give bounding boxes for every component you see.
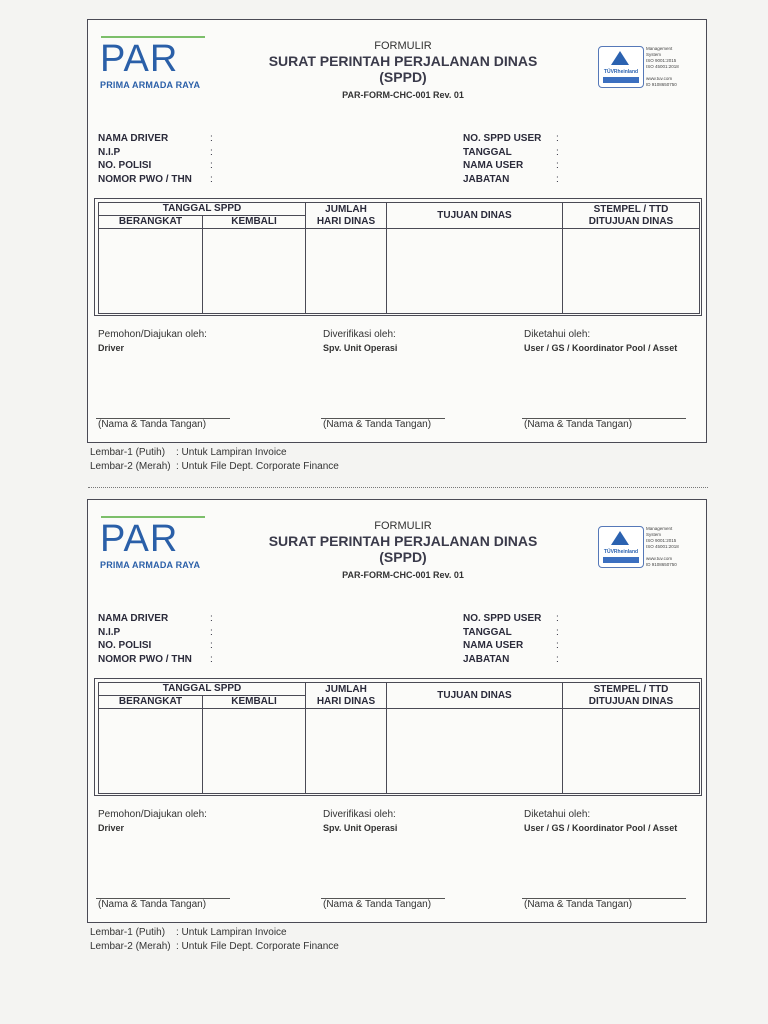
header-tujuan-dinas: TUJUAN DINAS xyxy=(386,682,563,709)
signature-label: Pemohon/Diajukan oleh: xyxy=(98,809,207,820)
tuv-triangle-icon xyxy=(611,531,629,545)
field-label: TANGGAL xyxy=(463,146,512,158)
header-hari-dinas: HARI DINAS xyxy=(316,216,376,227)
note-line xyxy=(90,926,339,940)
field-row[interactable] xyxy=(98,160,220,174)
note-label: Lembar-1 (Putih) xyxy=(90,447,166,458)
form-title-block xyxy=(238,40,568,100)
field-row[interactable] xyxy=(463,160,566,174)
note-line xyxy=(90,460,339,474)
field-row[interactable] xyxy=(98,613,220,627)
field-row[interactable] xyxy=(463,133,566,147)
field-row[interactable] xyxy=(98,133,220,147)
header-jumlah-hari xyxy=(305,682,387,709)
signature-name-label: (Nama & Tanda Tangan) xyxy=(323,419,432,430)
field-colon: : xyxy=(210,653,213,665)
header-jumlah: JUMLAH xyxy=(325,684,367,695)
field-row[interactable] xyxy=(463,147,566,161)
tuv-bar xyxy=(603,77,639,83)
field-label: NO. SPPD USER xyxy=(463,133,542,144)
field-label: NAMA DRIVER xyxy=(98,613,169,624)
form-title: SURAT PERINTAH PERJALANAN DINAS xyxy=(268,533,538,549)
signature-diketahui xyxy=(524,809,677,833)
signature-label: Pemohon/Diajukan oleh: xyxy=(98,329,207,340)
field-colon: : xyxy=(556,640,559,651)
header-jumlah: JUMLAH xyxy=(325,204,367,215)
header-kembali: KEMBALI xyxy=(202,695,306,709)
cert-line: ID 9108650750 xyxy=(646,562,677,567)
signature-pemohon xyxy=(98,809,207,833)
field-row[interactable] xyxy=(98,654,220,668)
header-kembali: KEMBALI xyxy=(202,215,306,229)
cell-kembali[interactable] xyxy=(202,228,306,314)
form-frame xyxy=(87,499,707,923)
sppd-table xyxy=(94,198,702,316)
cell-tujuan-dinas[interactable] xyxy=(386,708,563,794)
sppd-form-copy xyxy=(0,0,768,470)
cell-stempel[interactable] xyxy=(562,228,700,314)
field-label: NO. POLISI xyxy=(98,640,152,651)
note-label: Lembar-2 (Merah) xyxy=(90,461,171,472)
field-colon: : xyxy=(210,640,213,651)
cell-jumlah-hari[interactable] xyxy=(305,708,387,794)
signature-pemohon xyxy=(98,329,207,353)
note-value: : Untuk Lampiran Invoice xyxy=(176,927,287,938)
signature-label: Diverifikasi oleh: xyxy=(323,809,396,820)
field-colon: : xyxy=(210,626,213,638)
field-colon: : xyxy=(556,160,559,171)
field-row[interactable] xyxy=(463,627,566,641)
note-label: Lembar-1 (Putih) xyxy=(90,927,166,938)
field-row[interactable] xyxy=(98,627,220,641)
cert-line: ISO 9001:2015 xyxy=(646,538,677,543)
logo-text: PAR xyxy=(100,518,179,560)
cell-jumlah-hari[interactable] xyxy=(305,228,387,314)
cert-line: ISO 45001:2018 xyxy=(646,64,679,69)
note-value: : Untuk File Dept. Corporate Finance xyxy=(176,461,339,472)
header-tanggal-sppd: TANGGAL SPPD xyxy=(98,682,306,696)
tuv-certification-icon xyxy=(598,46,644,88)
note-line xyxy=(90,446,339,460)
field-label: NOMOR PWO / THN xyxy=(98,173,192,185)
cert-line: System xyxy=(646,532,662,537)
logo-subtitle: PRIMA ARMADA RAYA xyxy=(100,80,201,90)
header-berangkat: BERANGKAT xyxy=(98,215,203,229)
field-row[interactable] xyxy=(463,654,566,668)
field-row[interactable] xyxy=(98,640,220,654)
field-label: NAMA USER xyxy=(463,160,524,171)
signature-verifikasi xyxy=(323,329,397,353)
field-colon: : xyxy=(556,173,559,185)
field-label: N.I.P xyxy=(98,146,121,158)
logo-text: PAR xyxy=(100,38,179,80)
copy-notes xyxy=(90,926,339,954)
signature-label: Diketahui oleh: xyxy=(524,809,591,820)
note-line xyxy=(90,940,339,954)
tuv-triangle-icon xyxy=(611,51,629,65)
field-label: NAMA DRIVER xyxy=(98,133,169,144)
copy-notes xyxy=(90,446,339,474)
field-row[interactable] xyxy=(463,640,566,654)
formulir-label: FORMULIR xyxy=(374,40,432,52)
header-hari-dinas: HARI DINAS xyxy=(316,696,376,707)
signature-role: Driver xyxy=(98,823,125,833)
field-label: NO. SPPD USER xyxy=(463,613,542,624)
cert-line: www.tuv.com xyxy=(646,76,673,81)
form-code: PAR-FORM-CHC-001 Rev. 01 xyxy=(342,570,464,580)
header-stempel-ttd: STEMPEL / TTD xyxy=(593,204,669,215)
sppd-fields xyxy=(463,613,566,667)
field-colon: : xyxy=(556,613,559,624)
signature-name-label: (Nama & Tanda Tangan) xyxy=(323,899,432,910)
header-tujuan-dinas: TUJUAN DINAS xyxy=(386,202,563,229)
cert-text xyxy=(646,46,701,88)
field-colon: : xyxy=(556,146,559,158)
field-row[interactable] xyxy=(463,613,566,627)
field-colon: : xyxy=(210,160,213,171)
header-tanggal-sppd: TANGGAL SPPD xyxy=(98,202,306,216)
cell-stempel[interactable] xyxy=(562,708,700,794)
header-berangkat: BERANGKAT xyxy=(98,695,203,709)
sppd-table xyxy=(94,678,702,796)
field-colon: : xyxy=(556,626,559,638)
signature-role: Driver xyxy=(98,343,125,353)
signature-name-label: (Nama & Tanda Tangan) xyxy=(98,899,207,910)
tuv-bar xyxy=(603,557,639,563)
sppd-form-copy xyxy=(0,480,768,950)
tuv-brand: TÜVRheinland xyxy=(603,69,639,75)
form-title-abbr: (SPPD) xyxy=(379,549,427,565)
cert-line: www.tuv.com xyxy=(646,556,673,561)
field-label: TANGGAL xyxy=(463,626,512,638)
header-ditujuan-dinas: DITUJUAN DINAS xyxy=(588,216,674,227)
form-code: PAR-FORM-CHC-001 Rev. 01 xyxy=(342,90,464,100)
signature-role: Spv. Unit Operasi xyxy=(323,343,398,353)
driver-fields xyxy=(98,613,220,667)
field-row[interactable] xyxy=(463,174,566,188)
header-stempel xyxy=(562,682,700,709)
signature-diketahui xyxy=(524,329,677,353)
header-jumlah-hari xyxy=(305,202,387,229)
signature-label: Diverifikasi oleh: xyxy=(323,329,396,340)
signature-name-label: (Nama & Tanda Tangan) xyxy=(524,899,633,910)
cert-line: ISO 45001:2018 xyxy=(646,544,679,549)
field-row[interactable] xyxy=(98,174,220,188)
cert-text xyxy=(646,526,701,568)
note-value: : Untuk File Dept. Corporate Finance xyxy=(176,941,339,952)
company-logo xyxy=(100,516,208,570)
tuv-certification-icon xyxy=(598,526,644,568)
header-stempel-ttd: STEMPEL / TTD xyxy=(593,684,669,695)
field-colon: : xyxy=(210,613,213,624)
header-ditujuan-dinas: DITUJUAN DINAS xyxy=(588,696,674,707)
field-colon: : xyxy=(556,653,559,665)
note-value: : Untuk Lampiran Invoice xyxy=(176,447,287,458)
company-logo xyxy=(100,36,208,90)
signature-name-label: (Nama & Tanda Tangan) xyxy=(524,419,633,430)
signature-verifikasi xyxy=(323,809,397,833)
tuv-brand: TÜVRheinland xyxy=(603,549,639,555)
driver-fields xyxy=(98,133,220,187)
field-colon: : xyxy=(210,173,213,185)
signature-role: User / GS / Koordinator Pool / Asset xyxy=(524,823,678,833)
form-title-abbr: (SPPD) xyxy=(379,69,427,85)
signature-role: User / GS / Koordinator Pool / Asset xyxy=(524,343,678,353)
formulir-label: FORMULIR xyxy=(374,520,432,532)
field-label: NOMOR PWO / THN xyxy=(98,653,192,665)
signature-label: Diketahui oleh: xyxy=(524,329,591,340)
field-colon: : xyxy=(210,133,213,144)
field-row[interactable] xyxy=(98,147,220,161)
form-title: SURAT PERINTAH PERJALANAN DINAS xyxy=(268,53,538,69)
cell-berangkat[interactable] xyxy=(98,708,203,794)
form-title-block xyxy=(238,520,568,580)
cert-line: ISO 9001:2015 xyxy=(646,58,677,63)
cell-tujuan-dinas[interactable] xyxy=(386,228,563,314)
field-colon: : xyxy=(210,146,213,158)
field-label: JABATAN xyxy=(463,173,510,185)
cert-line: Management xyxy=(646,46,673,51)
field-label: NAMA USER xyxy=(463,640,524,651)
field-label: N.I.P xyxy=(98,626,121,638)
cert-line: ID 9108650750 xyxy=(646,82,677,87)
cell-berangkat[interactable] xyxy=(98,228,203,314)
field-label: JABATAN xyxy=(463,653,510,665)
cert-line: System xyxy=(646,52,662,57)
header-stempel xyxy=(562,202,700,229)
signature-role: Spv. Unit Operasi xyxy=(323,823,398,833)
signature-name-label: (Nama & Tanda Tangan) xyxy=(98,419,207,430)
cert-line: Management xyxy=(646,526,673,531)
field-label: NO. POLISI xyxy=(98,160,152,171)
logo-subtitle: PRIMA ARMADA RAYA xyxy=(100,560,201,570)
note-label: Lembar-2 (Merah) xyxy=(90,941,171,952)
form-frame xyxy=(87,19,707,443)
sppd-fields xyxy=(463,133,566,187)
field-colon: : xyxy=(556,133,559,144)
cut-line xyxy=(88,487,708,488)
cell-kembali[interactable] xyxy=(202,708,306,794)
